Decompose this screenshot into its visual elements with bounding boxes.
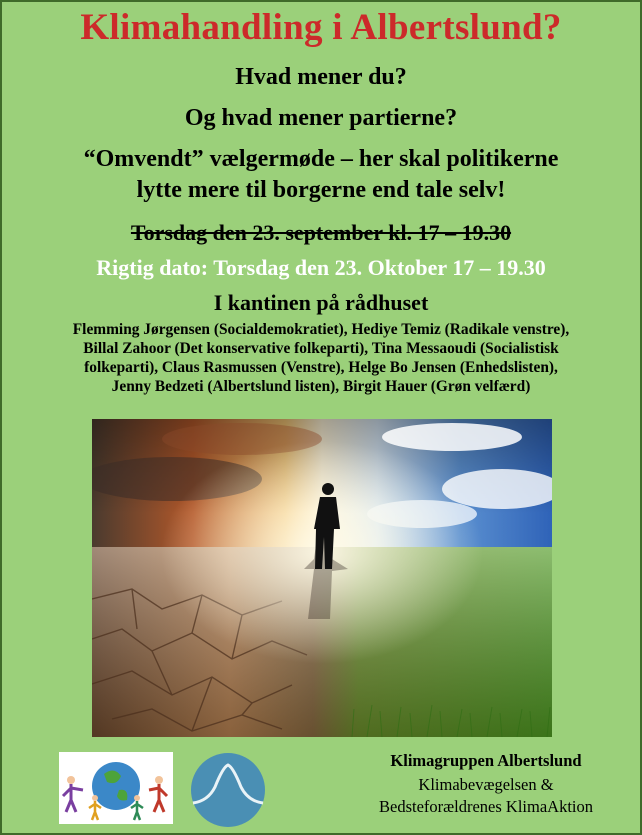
organizer-line-2: Klimabevægelsen & — [418, 775, 554, 794]
organizer-name: Klimagruppen Albertslund — [390, 751, 582, 770]
question-2: Og hvad mener partierne? — [184, 105, 458, 131]
grandparents-climate-logo — [59, 752, 173, 824]
venue: I kantinen på rådhuset — [213, 290, 429, 315]
climate-contrast-photo — [92, 419, 552, 737]
poster-title: Klimahandling i Albertslund? — [80, 7, 562, 48]
participants-list — [10, 320, 632, 396]
climate-movement-logo — [183, 751, 273, 829]
question-1: Hvad mener du? — [235, 64, 407, 90]
correct-date: Rigtig dato: Torsdag den 23. Oktober 17 – 19.30 — [96, 255, 546, 280]
old-date-struck: Torsdag den 23. september kl. 17 – 19.30 — [130, 220, 512, 245]
participants-line-2: Billal Zahoor (Det konservative folkeparti), Tina Messaoudi (Socialistisk — [83, 340, 559, 357]
participants-line-4: Jenny Bedzeti (Albertslund listen), Birgit Hauer (Grøn velfærd) — [111, 378, 531, 395]
participants-line-1: Flemming Jørgensen (Socialdemokratiet), Hediye Temiz (Radikale venstre), — [72, 321, 570, 338]
organizer-line-3: Bedsteforældrenes KlimaAktion — [378, 797, 593, 816]
participants-line-3: folkeparti), Claus Rasmussen (Venstre), Helge Bo Jensen (Enhedslisten), — [84, 359, 558, 376]
event-description-line-1: “Omvendt” vælgermøde – her skal politikerne — [83, 146, 559, 172]
event-description-line-2: lytte mere til borgerne end tale selv! — [136, 177, 506, 203]
